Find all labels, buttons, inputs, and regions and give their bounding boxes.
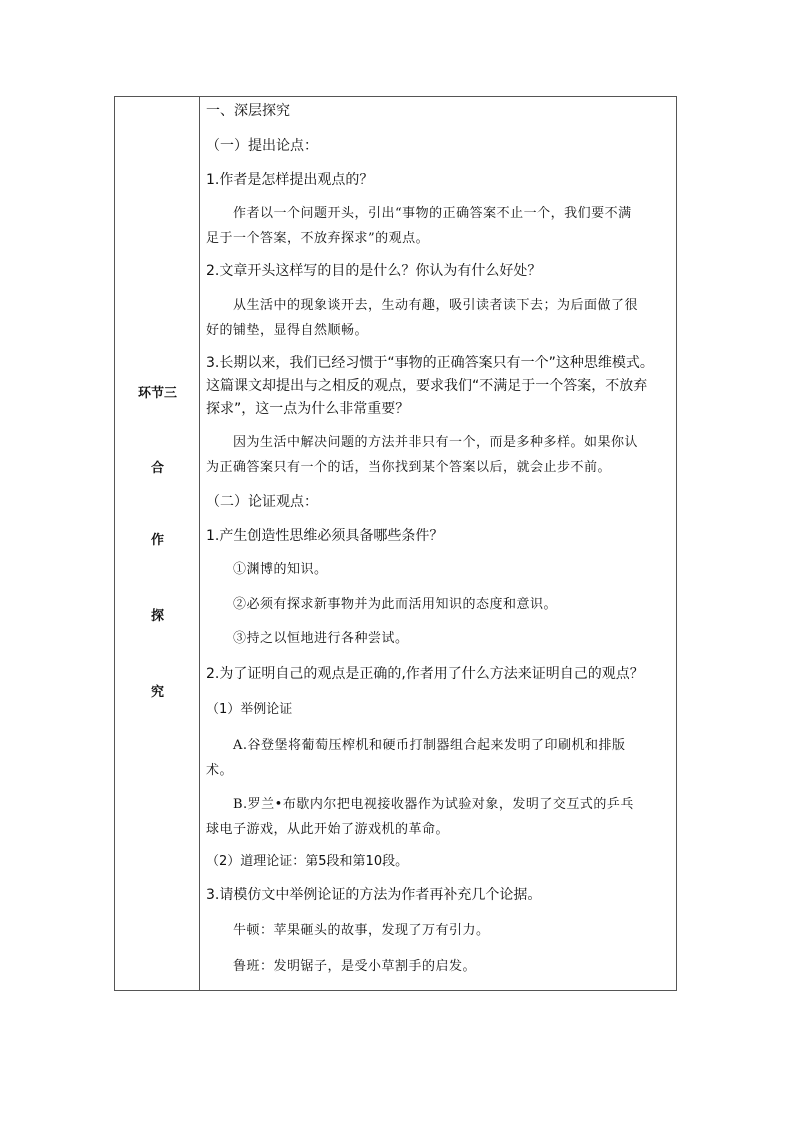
question: 这篇课文却提出与之相反的观点，要求我们“不满足于一个答案，不放弃 (206, 378, 648, 394)
condition-item: ②必须有探求新事物并为此而活用知识的态度和意识。 (233, 597, 558, 612)
method-heading: （1）举例论证 (206, 702, 293, 717)
question: 探求”，这一点为什么非常重要？ (206, 401, 410, 417)
content-column (200, 97, 676, 990)
answer-line: 因为生活中解决问题的方法并非只有一个，而是多种多样。如果你认 (233, 435, 639, 450)
question: 2.文章开头这样写的目的是什么？你认为有什么好处？ (206, 263, 542, 279)
question: 3.长期以来，我们已经习惯于“事物的正确答案只有一个”这种思维模式。 (206, 355, 654, 371)
method-heading: （2）道理论证：第5段和第10段。 (206, 854, 409, 869)
stage-char: 探 (150, 609, 164, 624)
answer-line: 足于一个答案，不放弃探求”的观点。 (206, 231, 430, 246)
stage-label: 环节三 (137, 386, 177, 401)
question: 2.为了证明自己的观点是正确的,作者用了什么方法来证明自己的观点？ (206, 666, 644, 682)
lesson-table (114, 96, 677, 991)
stage-char: 究 (150, 685, 164, 700)
example-line: 球电子游戏，从此开始了游戏机的革命。 (206, 822, 450, 837)
answer-line: 作者以一个问题开头，引出“事物的正确答案不止一个，我们要不满 (233, 206, 632, 221)
extra-evidence: 鲁班：发明锯子，是受小草割手的启发。 (233, 959, 477, 974)
part1-heading: （一）提出论点： (206, 138, 318, 154)
stage-char: 作 (150, 533, 164, 548)
example-line: B.罗兰•布歇内尔把电视接收器作为试验对象，发明了交互式的乒乓 (233, 797, 634, 812)
section-title: 一、深层探究 (206, 103, 290, 119)
answer-line: 为正确答案只有一个的话，当你找到某个答案以后，就会止步不前。 (206, 460, 612, 475)
question: 1.产生创造性思维必须具备哪些条件？ (206, 528, 444, 544)
answer-line: 从生活中的现象谈开去，生动有趣，吸引读者读下去；为后面做了很 (233, 298, 639, 313)
example-line: A.谷登堡将葡萄压榨机和硬币打制器组合起来发明了印刷机和排版 (233, 738, 626, 753)
part2-heading: （二）论证观点： (206, 494, 318, 510)
example-line: 术。 (206, 763, 234, 778)
stage-label-column (115, 97, 200, 990)
extra-evidence: 牛顿：苹果砸头的故事，发现了万有引力。 (233, 923, 490, 938)
condition-item: ③持之以恒地进行各种尝试。 (233, 631, 409, 646)
stage-char: 合 (150, 461, 164, 476)
question: 1.作者是怎样提出观点的？ (206, 172, 374, 188)
condition-item: ①渊博的知识。 (233, 562, 328, 577)
question: 3.请模仿文中举例论证的方法为作者再补充几个论据。 (206, 887, 542, 903)
answer-line: 好的铺垫，显得自然顺畅。 (206, 323, 369, 338)
